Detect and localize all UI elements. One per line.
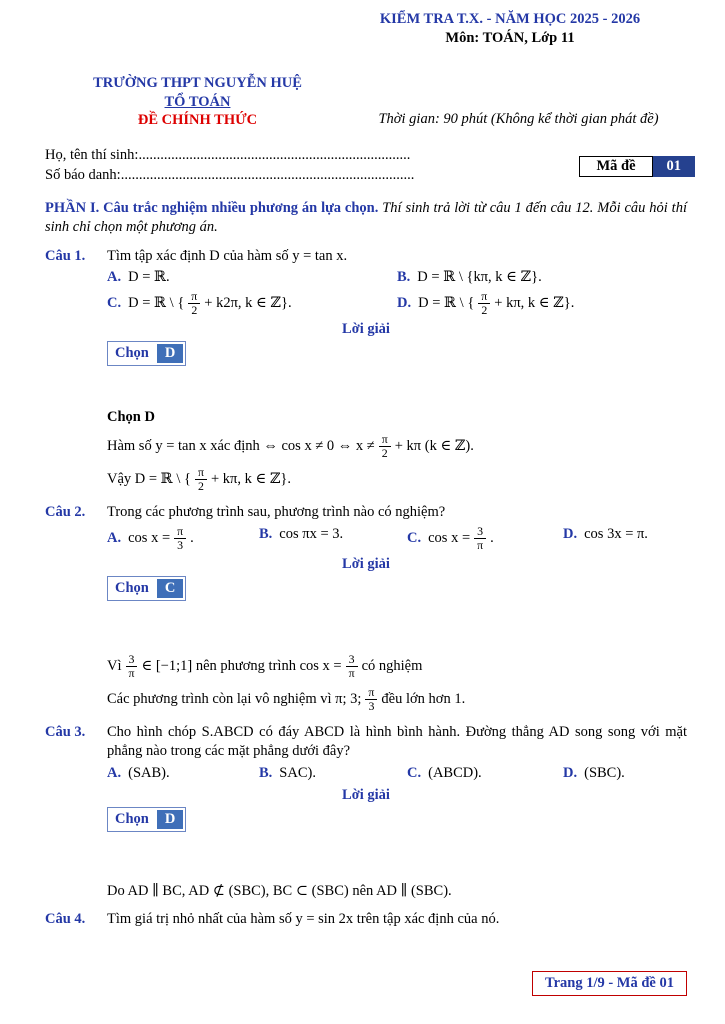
question-1-solution — [107, 408, 687, 493]
question-4 — [45, 910, 687, 929]
question-2-solution — [107, 653, 687, 713]
option-label: D. — [563, 764, 578, 781]
page-footer-text: Trang 1/9 - Mã đề 01 — [544, 975, 674, 992]
school-block — [45, 74, 687, 131]
part1-heading-italic: Thí sinh trả lời từ câu 1 đến câu 12. Mỗi câu hỏi thí sinh chỉ chọn một phương án. — [45, 199, 687, 235]
question-text: Cho hình chóp S.ABCD có đáy ABCD là hình bình hành. Đường thẳng AD song song với mặt phẳng nào trong các mặt phẳng dưới đây? — [107, 724, 687, 760]
fraction-numerator: 3 — [474, 525, 486, 539]
exam-type: ĐỀ CHÍNH THỨC — [137, 112, 258, 129]
question-1-head — [45, 247, 687, 266]
answer-box-label: Chọn — [115, 345, 149, 362]
fraction — [478, 290, 490, 317]
option-label: C. — [407, 764, 422, 781]
page-footer-box — [532, 971, 687, 996]
answer-letter: D — [157, 344, 183, 363]
question-2 — [45, 503, 687, 713]
fraction-denominator: 3 — [368, 699, 375, 714]
part1-heading-bold: PHẦN I. Câu trắc nghiệm nhiều phương án lựa chọn. — [45, 199, 379, 216]
formula-segment: + kπ, k ∈ ℤ}. — [494, 295, 575, 312]
option-label: D. — [397, 295, 412, 312]
option-c — [407, 764, 563, 783]
option-label: B. — [397, 269, 411, 286]
solution-line — [107, 466, 687, 493]
fraction-denominator: 3 — [177, 538, 184, 553]
student-info-block — [45, 146, 687, 185]
answer-box-label: Chọn — [115, 580, 149, 597]
option-c — [107, 290, 397, 317]
option-a — [107, 764, 259, 783]
student-id-line: Số báo danh:................................................................................. — [45, 167, 415, 184]
option-b — [397, 268, 687, 287]
question-4-head — [45, 910, 687, 929]
exam-header — [310, 10, 710, 48]
question-3-solution — [107, 882, 687, 901]
answer-box-label: Chọn — [115, 810, 149, 827]
fraction — [474, 525, 486, 552]
option-text: cos 3x = π. — [584, 526, 648, 543]
formula-segment: + kπ (k ∈ ℤ). — [394, 437, 474, 454]
fraction-denominator: 2 — [198, 479, 204, 494]
formula-segment: cos x = — [128, 530, 171, 547]
question-3 — [45, 723, 687, 900]
option-text: D = ℝ. — [128, 269, 170, 286]
solution-line — [107, 653, 687, 680]
loigiai-label: Lời giải — [342, 321, 390, 338]
option-label: B. — [259, 764, 273, 781]
option-label: D. — [563, 526, 578, 543]
answer-row — [107, 807, 687, 832]
fraction — [126, 653, 138, 680]
fraction-numerator: π — [365, 686, 377, 700]
fraction-numerator: π — [478, 290, 490, 304]
question-label: Câu 3. — [45, 724, 86, 741]
loigiai-label: Lời giải — [342, 556, 390, 573]
fraction — [174, 525, 186, 552]
fraction — [379, 433, 391, 460]
option-text: (ABCD). — [428, 764, 482, 781]
formula-segment: + k2π, k ∈ ℤ}. — [204, 295, 292, 312]
fraction-numerator: π — [195, 466, 207, 480]
question-2-head — [45, 503, 687, 522]
question-text: Trong các phương trình sau, phương trình nào có nghiệm? — [107, 504, 446, 521]
question-2-options — [107, 525, 687, 552]
exam-subject: Môn: TOÁN, Lớp 11 — [445, 29, 575, 46]
option-d — [397, 290, 687, 317]
formula-segment: . — [490, 530, 494, 547]
exam-duration: Thời gian: 90 phút (Không kể thời gian phát đề) — [378, 111, 659, 128]
option-label: C. — [107, 295, 122, 312]
fraction — [365, 686, 377, 713]
fraction-numerator: 3 — [126, 653, 138, 667]
formula-segment: Vậy D = ℝ \ { — [107, 471, 191, 488]
formula-segment: ∈ [−1;1] nên phương trình cos x = — [141, 657, 342, 674]
exam-code-value: 01 — [653, 156, 696, 177]
answer-row — [107, 576, 687, 601]
fraction — [346, 653, 358, 680]
question-1 — [45, 247, 687, 494]
fraction-denominator: π — [128, 666, 135, 681]
formula-segment: Các phương trình còn lại vô nghiệm vì π; 3; — [107, 691, 362, 708]
option-text: cos πx = 3. — [279, 526, 344, 543]
fraction-denominator: 2 — [381, 446, 388, 461]
fraction-denominator: π — [477, 538, 484, 553]
answer-row — [107, 341, 687, 366]
formula-segment: . — [190, 530, 194, 547]
formula-segment: có nghiệm — [361, 657, 423, 674]
option-b — [259, 764, 407, 783]
option-a — [107, 525, 259, 552]
formula-segment: Hàm số y = tan x xác định ⇔ cos x ≠ 0 ⇔ x ≠ — [107, 437, 375, 454]
question-1-options — [107, 268, 687, 317]
option-c — [407, 525, 563, 552]
option-d — [563, 525, 687, 552]
question-label: Câu 1. — [45, 247, 86, 264]
fraction-denominator: 2 — [191, 303, 198, 318]
fraction-denominator: 2 — [481, 303, 488, 318]
option-label: B. — [259, 526, 273, 543]
option-text: SAC). — [279, 764, 316, 781]
option-b — [259, 525, 407, 552]
fraction-numerator: 3 — [346, 653, 358, 667]
option-a — [107, 268, 397, 287]
question-text: Tìm tập xác định D của hàm số y = tan x. — [107, 247, 348, 264]
solution-line — [107, 433, 687, 460]
option-text: D = ℝ \ {kπ, k ∈ ℤ}. — [417, 269, 542, 286]
fraction — [195, 466, 207, 493]
exam-title: KIỂM TRA T.X. - NĂM HỌC 2025 - 2026 — [379, 11, 641, 27]
formula-segment: Vì — [107, 657, 122, 674]
formula-segment: + kπ, k ∈ ℤ}. — [210, 471, 292, 488]
answer-letter: C — [157, 579, 183, 598]
part1-heading — [45, 199, 687, 237]
exam-code-box — [579, 156, 695, 177]
question-label: Câu 4. — [45, 911, 86, 928]
student-name-line: Họ, tên thí sinh:........................................................................... — [45, 147, 411, 164]
formula-segment: đều lớn hơn 1. — [381, 691, 466, 708]
answer-box — [107, 576, 186, 601]
exam-code-label: Mã đề — [579, 156, 652, 177]
answer-letter: D — [157, 810, 183, 829]
fraction-denominator: π — [348, 666, 355, 681]
option-label: C. — [407, 530, 422, 547]
formula-segment: D = ℝ \ { — [418, 295, 475, 312]
school-column — [45, 74, 350, 131]
solution-chosen: Chọn D — [107, 409, 155, 426]
option-text: (SBC). — [584, 764, 625, 781]
option-text: (SAB). — [128, 764, 170, 781]
option-label: A. — [107, 764, 122, 781]
solution-line — [107, 686, 687, 713]
formula-segment: D = ℝ \ { — [128, 295, 185, 312]
fraction-numerator: π — [379, 433, 391, 447]
question-3-head — [45, 723, 687, 761]
formula-segment: cos x = — [428, 530, 471, 547]
question-3-options — [107, 764, 687, 783]
fraction — [188, 290, 200, 317]
answer-box — [107, 341, 186, 366]
fraction-numerator: π — [188, 290, 200, 304]
question-label: Câu 2. — [45, 504, 86, 521]
question-text: Tìm giá trị nhỏ nhất của hàm số y = sin 2x trên tập xác định của nó. — [107, 911, 500, 928]
answer-box — [107, 807, 186, 832]
solution-line: Do AD ∥ BC, AD ⊄ (SBC), BC ⊂ (SBC) nên AD ∥ (SBC). — [107, 882, 452, 899]
department-name: TỔ TOÁN — [164, 93, 231, 110]
loigiai-label: Lời giải — [342, 786, 390, 803]
option-d — [563, 764, 687, 783]
option-label: A. — [107, 530, 122, 547]
option-label: A. — [107, 269, 122, 286]
school-name: TRƯỜNG THPT NGUYỄN HUỆ — [93, 74, 302, 91]
fraction-numerator: π — [174, 525, 186, 539]
